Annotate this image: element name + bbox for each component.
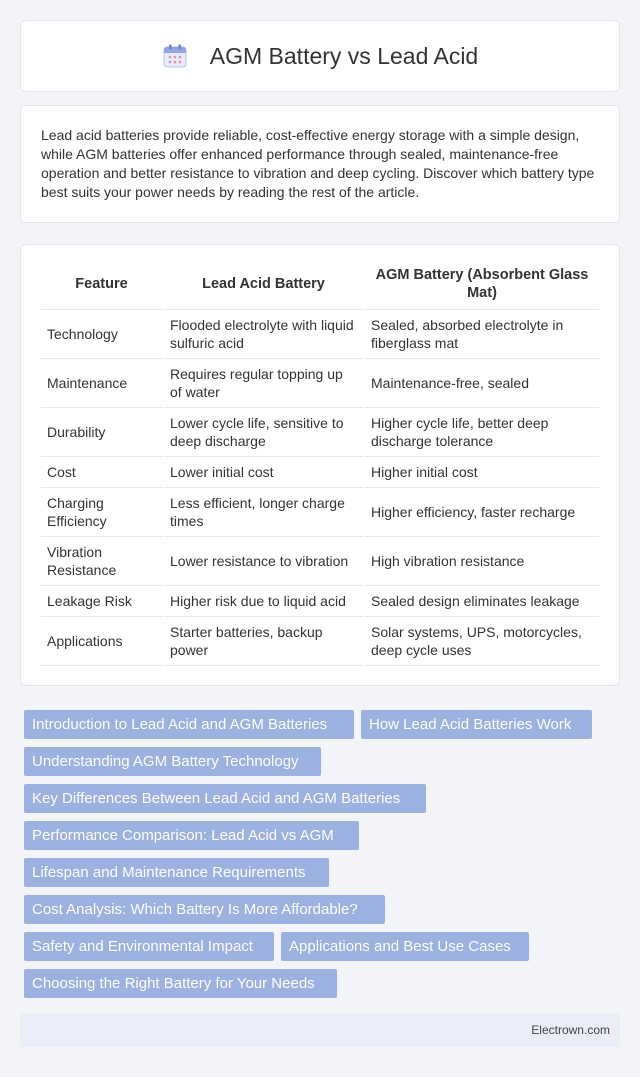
tag-link[interactable]: Safety and Environmental Impact <box>24 932 274 961</box>
comparison-table-card <box>20 244 620 686</box>
table-cell: Vibration Resistance <box>41 537 163 586</box>
table-cell: Durability <box>41 408 163 457</box>
table-row <box>41 537 599 586</box>
tag-link[interactable]: Key Differences Between Lead Acid and AGM Batteries <box>24 784 426 813</box>
tag-link[interactable]: Lifespan and Maintenance Requirements <box>24 858 329 887</box>
table-cell: Charging Efficiency <box>41 488 163 537</box>
header-feature: Feature <box>41 259 163 310</box>
table-row <box>41 488 599 537</box>
table-cell: Applications <box>41 617 163 666</box>
table-cell: Leakage Risk <box>41 586 163 617</box>
tag-link[interactable]: Introduction to Lead Acid and AGM Batteries <box>24 710 354 739</box>
title-card <box>20 20 620 92</box>
tag-link[interactable]: Performance Comparison: Lead Acid vs AGM <box>24 821 359 850</box>
table-row <box>41 617 599 666</box>
page-title: AGM Battery vs Lead Acid <box>209 42 479 69</box>
table-row <box>41 457 599 488</box>
footer <box>20 1014 620 1047</box>
table-row <box>41 408 599 457</box>
table-cell: Higher risk due to liquid acid <box>163 586 364 617</box>
tag-link[interactable]: Cost Analysis: Which Battery Is More Affordable? <box>24 895 385 924</box>
table-cell: Sealed design eliminates leakage <box>364 586 599 617</box>
intro-card <box>20 105 620 223</box>
header-agm: AGM Battery (Absorbent Glass Mat) <box>364 259 599 310</box>
table-cell: Solar systems, UPS, motorcycles, deep cycle uses <box>364 617 599 666</box>
table-cell: High vibration resistance <box>364 537 599 586</box>
table-cell: Maintenance <box>41 359 163 408</box>
header-lead-acid: Lead Acid Battery <box>163 259 364 310</box>
table-cell: Higher initial cost <box>364 457 599 488</box>
table-cell: Lower initial cost <box>163 457 364 488</box>
table-cell: Cost <box>41 457 163 488</box>
table-cell: Higher efficiency, faster recharge <box>364 488 599 537</box>
table-cell: Flooded electrolyte with liquid sulfuric acid <box>163 310 364 359</box>
table-cell: Sealed, absorbed electrolyte in fiberglass mat <box>364 310 599 359</box>
table-cell: Higher cycle life, better deep discharge tolerance <box>364 408 599 457</box>
calendar-grid-icon <box>162 43 188 69</box>
table-row <box>41 586 599 617</box>
tag-link[interactable]: Choosing the Right Battery for Your Needs <box>24 969 337 998</box>
table-cell: Lower resistance to vibration <box>163 537 364 586</box>
comparison-table <box>41 259 599 666</box>
table-header-row <box>41 259 599 310</box>
table-row <box>41 310 599 359</box>
tag-link[interactable]: How Lead Acid Batteries Work <box>361 710 592 739</box>
table-cell: Requires regular topping up of water <box>163 359 364 408</box>
footer-site[interactable]: Electrown.com <box>531 1023 610 1037</box>
tag-link[interactable]: Applications and Best Use Cases <box>281 932 529 961</box>
table-cell: Maintenance-free, sealed <box>364 359 599 408</box>
table-cell: Starter batteries, backup power <box>163 617 364 666</box>
table-row <box>41 359 599 408</box>
tag-link[interactable]: Understanding AGM Battery Technology <box>24 747 321 776</box>
table-cell: Less efficient, longer charge times <box>163 488 364 537</box>
table-cell: Technology <box>41 310 163 359</box>
intro-text: Lead acid batteries provide reliable, cost-effective energy storage with a simple design, while AGM batteries offer enhanced performance through sealed, maintenance-free operation and better resistance to vibration and deep cycling. Discover which battery type best suits your power needs by reading the rest of the article. <box>41 127 595 200</box>
table-cell: Lower cycle life, sensitive to deep discharge <box>163 408 364 457</box>
